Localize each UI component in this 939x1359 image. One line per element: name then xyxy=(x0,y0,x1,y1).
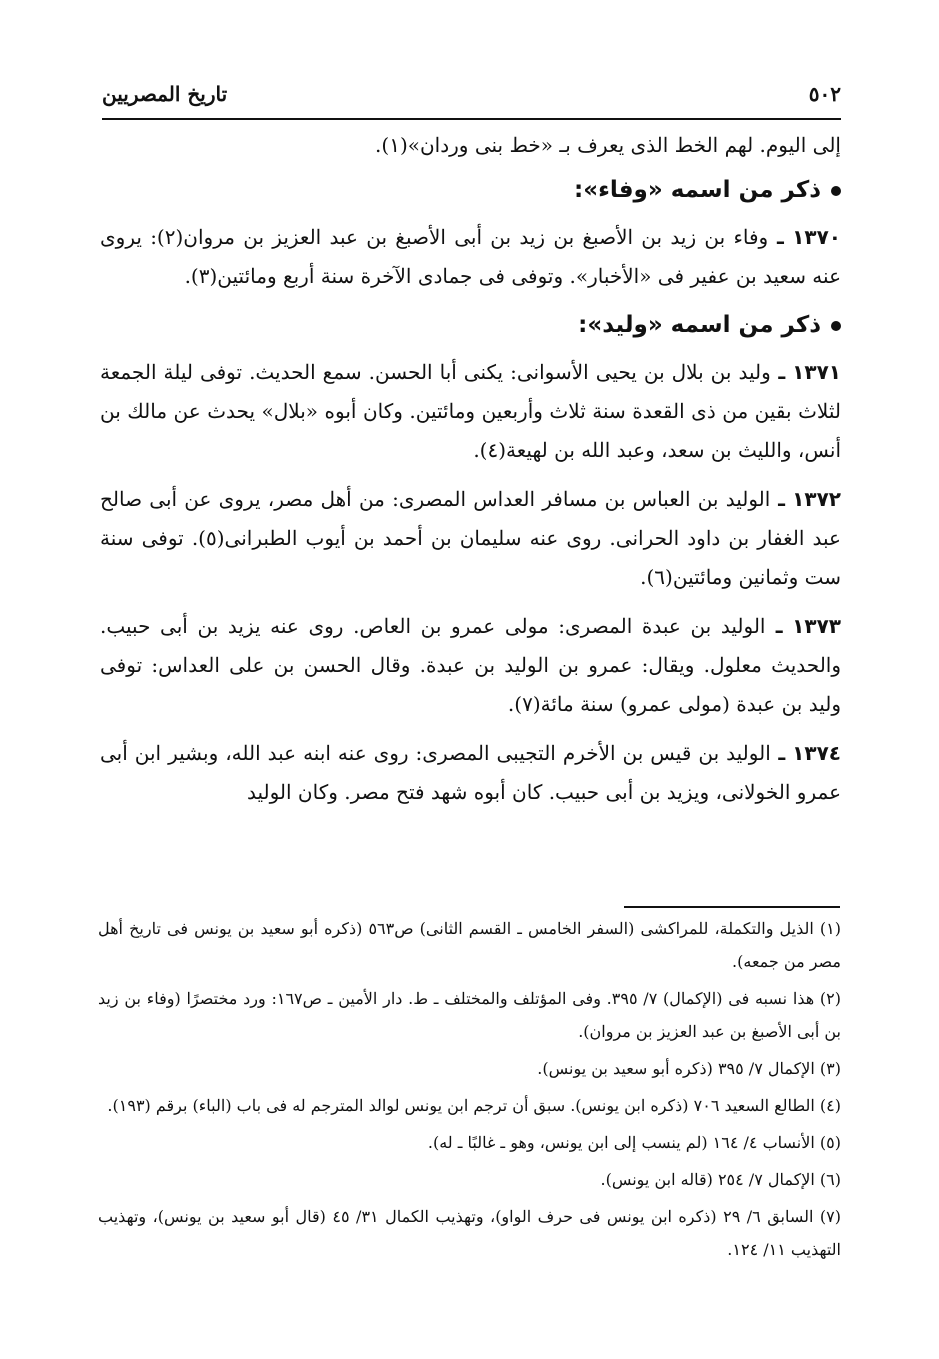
footnote: (١) الذيل والتكملة، للمراكشى (السفر الخامس ـ القسم الثانى) ص٥٦٣ (ذكره أبو سعيد بن يونس فى تاريخ أهل مصر من جمعه). xyxy=(98,919,842,971)
entry-1370: ١٣٧٠ ـ وفاء بن زيد بن الأصبغ بن زيد بن أبى الأصبغ بن عبد العزيز بن مروان(٢): يروى عنه سعيد بن عفير فى «الأخبار». وتوفى فى جمادى الآخرة سنة أربع ومائتين(٣). xyxy=(100,225,841,288)
header-rule xyxy=(102,118,841,120)
footnote: (٢) هذا نسبه فى (الإكمال) ٧/ ٣٩٥. وفى المؤتلف والمختلف ـ ط. دار الأمين ـ ص١٦٧: ورد مختصرًا (وفاء بن زيد بن أبى الأصبغ بن عبد العزيز بن مروان). xyxy=(98,989,841,1041)
section-heading-wafa xyxy=(100,171,841,210)
entry-text: وفاء بن زيد بن الأصبغ بن زيد بن أبى الأصبغ بن عبد العزيز بن مروان(٢): يروى عنه سعيد بن عفير فى «الأخبار». وتوفى فى جمادى الآخرة سنة أربع ومائتين(٣). xyxy=(100,225,841,288)
footnote: (٣) الإكمال ٧/ ٣٩٥ (ذكره أبو سعيد بن يونس). xyxy=(537,1059,841,1078)
footnote: (٧) السابق ٦/ ٢٩ (ذكره ابن يونس فى حرف الواو)، وتهذيب الكمال ٣١/ ٤٥ (قال أبو سعيد بن يونس)، وتهذيب التهذيب ١١/ ١٢٤. xyxy=(98,1207,842,1259)
entry-number: ١٣٧٢ xyxy=(792,487,841,511)
entry-text: الوليد بن قيس بن الأخرم التجيبى المصرى: روى عنه ابنه عبد الله، وبشير ابن أبى عمرو الخولانى، ويزيد بن أبى حبيب. كان أبوه شهد فتح مصر. وكان الوليد xyxy=(100,741,841,804)
intro-line: إلى اليوم. لهم الخط الذى يعرف بـ «خط بنى وردان»(١). xyxy=(375,133,841,157)
entry-1372: ١٣٧٢ ـ الوليد بن العباس بن مسافر العداس المصرى: من أهل مصر، يروى عن أبى صالح عبد الغفار بن داود الحرانى. روى عنه سليمان بن أحمد بن أيوب الطبرانى(٥). توفى سنة ست وثمانين ومائتين(٦). xyxy=(100,487,841,589)
section-heading-text: ذكر من اسمه «وفاء»: xyxy=(574,177,821,203)
section-heading-walid xyxy=(100,306,841,345)
running-title: تاريخ المصريين xyxy=(102,82,228,106)
footnote: (٤) الطالع السعيد ٧٠٦ (ذكره ابن يونس). سبق أن ترجم ابن يونس لوالد المترجم له فى باب (الباء) برقم (١٩٣). xyxy=(107,1096,841,1115)
bullet-icon xyxy=(831,321,841,331)
entry-text: الوليد بن العباس بن مسافر العداس المصرى: من أهل مصر، يروى عن أبى صالح عبد الغفار بن داود الحرانى. روى عنه سليمان بن أحمد بن أيوب الطبرانى(٥). توفى سنة ست وثمانين ومائتين(٦). xyxy=(100,487,841,589)
entry-text: الوليد بن عبدة المصرى: مولى عمرو بن العاص. روى عنه يزيد بن أبى حبيب. والحديث معلول. ويقال: عمرو بن الوليد بن عبدة. وقال الحسن بن على العداس: توفى وليد بن عبدة (مولى عمرو) سنة مائة(٧). xyxy=(100,614,841,716)
entry-number: ١٣٧١ xyxy=(792,360,841,384)
footnote-rule xyxy=(624,906,840,908)
page-number: ٥٠٢ xyxy=(808,82,841,106)
main-text xyxy=(100,126,841,822)
section-heading-text: ذكر من اسمه «وليد»: xyxy=(578,312,821,338)
entry-1371: ١٣٧١ ـ وليد بن بلال بن يحيى الأسوانى: يكنى أبا الحسن. سمع الحديث. توفى ليلة الجمعة لثلاث بقين من ذى القعدة سنة ثلاث وأربعين ومائتين. وكان أبوه «بلال» يحدث عن مالك بن أنس، والليث بن سعد، وعبد الله بن لهيعة(٤). xyxy=(100,360,841,462)
entry-1373: ١٣٧٣ ـ الوليد بن عبدة المصرى: مولى عمرو بن العاص. روى عنه يزيد بن أبى حبيب. والحديث معلول. ويقال: عمرو بن الوليد بن عبدة. وقال الحسن بن على العداس: توفى وليد بن عبدة (مولى عمرو) سنة مائة(٧). xyxy=(100,614,841,716)
entry-1374: ١٣٧٤ ـ الوليد بن قيس بن الأخرم التجيبى المصرى: روى عنه ابنه عبد الله، وبشير ابن أبى عمرو الخولانى، ويزيد بن أبى حبيب. كان أبوه شهد فتح مصر. وكان الوليد xyxy=(100,741,841,804)
page-header xyxy=(102,72,841,116)
entry-text: وليد بن بلال بن يحيى الأسوانى: يكنى أبا الحسن. سمع الحديث. توفى ليلة الجمعة لثلاث بقين من ذى القعدة سنة ثلاث وأربعين ومائتين. وكان أبوه «بلال» يحدث عن مالك بن أنس، والليث بن سعد، وعبد الله بن لهيعة(٤). xyxy=(100,360,841,462)
footnotes xyxy=(98,912,841,1270)
footnote: (٥) الأنساب ٤/ ١٦٤ (لم ينسب إلى ابن يونس، وهو ـ غالبًا ـ له). xyxy=(427,1133,841,1152)
entry-number: ١٣٧٤ xyxy=(792,741,841,765)
entry-number: ١٣٧٠ xyxy=(792,225,841,249)
entry-number: ١٣٧٣ xyxy=(792,614,841,638)
bullet-icon xyxy=(831,186,841,196)
footnote: (٦) الإكمال ٧/ ٢٥٤ (قاله ابن يونس). xyxy=(600,1170,841,1189)
